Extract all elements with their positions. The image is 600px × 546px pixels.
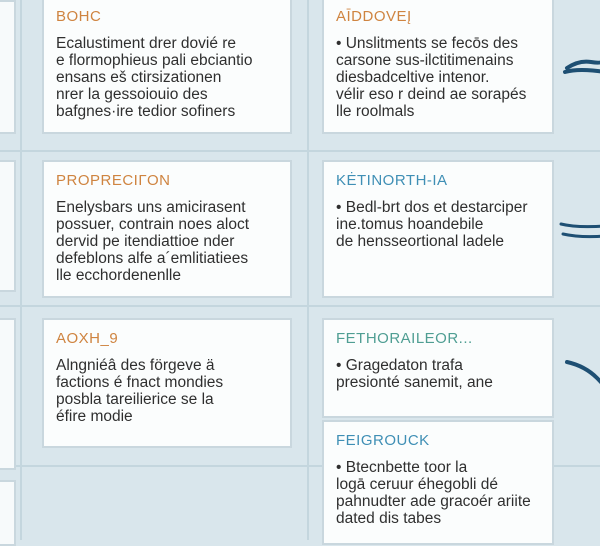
card-text-line: factions é fnact mondies [56,374,224,391]
grid-line-vertical [307,0,309,540]
card-body [56,199,278,284]
card-body [336,459,540,527]
card-text-line: vélir eso r deind ae sorapés [336,86,527,103]
card-body [56,357,278,425]
card-text-line: dated dis tabes [336,510,442,527]
grid-line-horizontal [0,305,600,307]
card-title: PROPRECIГON [56,172,171,189]
card-body [336,357,540,391]
card-top-right [322,0,554,134]
card-text-line: carsone sus-ilctitimenains [336,52,514,69]
card-text-line: • Gragedaton trafa [336,357,463,374]
card-text-line: lle roolmals [336,103,415,120]
card-body [56,35,278,120]
card-title: KĖTINORTH-IA [336,172,448,189]
edge-card-partial [0,0,16,134]
connector-arrow-top [545,48,600,88]
card-text-line: dervid pe itendiattioe nder [56,233,235,250]
card-text-line: logā ceruur éhegobli dé [336,476,499,493]
edge-card-partial [0,480,16,546]
card-title: AOXH_9 [56,330,119,347]
card-top-left [42,0,292,134]
card-text-line: Enelysbars uns amicirasent [56,199,246,216]
card-text-line: Alngniéâ des förgeve ä [56,357,215,374]
card-bottom-right-b [322,420,554,545]
card-mid-left [42,160,292,298]
card-text-line: e flormophieus pali ebciantio [56,52,253,69]
card-text-line: • Btecnbette toor la [336,459,468,476]
card-text-line: defeblons alfe a´emlitiatiees [56,250,249,267]
card-text-line: possuer, contrain noes aloct [56,216,250,233]
card-title: FEIGROUCK [336,432,430,449]
connector-arrow-middle [545,208,600,248]
card-bottom-right-a [322,318,554,418]
card-text-line: de hensseortional ladele [336,233,505,250]
card-title: AĪDDOVEĮ [336,8,412,25]
card-text-line: pahnudter ade gracoér ariite [336,493,531,510]
card-mid-right [322,160,554,298]
card-body [336,199,540,250]
connector-arrow-bottom [545,350,600,400]
card-title: BOHC [56,8,102,25]
card-text-line: Ecalustiment drer dovié re [56,35,237,52]
card-text-line: posbla tareilierice se la [56,391,214,408]
card-text-line: ensans eš ctirsizationen [56,69,222,86]
edge-card-partial [0,318,16,470]
card-text-line: éfire modie [56,408,133,425]
edge-card-partial [0,160,16,292]
card-text-line: lle ecchordenenlle [56,267,181,284]
card-text-line: bafgnes·ire tedior sofiners [56,103,236,120]
card-text-line: presionté sanemit, ane [336,374,493,391]
grid-line-horizontal [0,150,600,152]
card-title: FETHORAILEOR... [336,330,473,347]
card-bottom-left [42,318,292,448]
grid-line-vertical [20,0,22,540]
card-text-line: • Bedl-brt dos et destarciper [336,199,528,216]
card-text-line: • Unslitments se fecōs des [336,35,519,52]
card-text-line: diesbadceltive intenor. [336,69,490,86]
card-body [336,35,540,120]
card-text-line: nrer la gessoiouio des [56,86,208,103]
card-text-line: ine.tomus hoandebile [336,216,484,233]
